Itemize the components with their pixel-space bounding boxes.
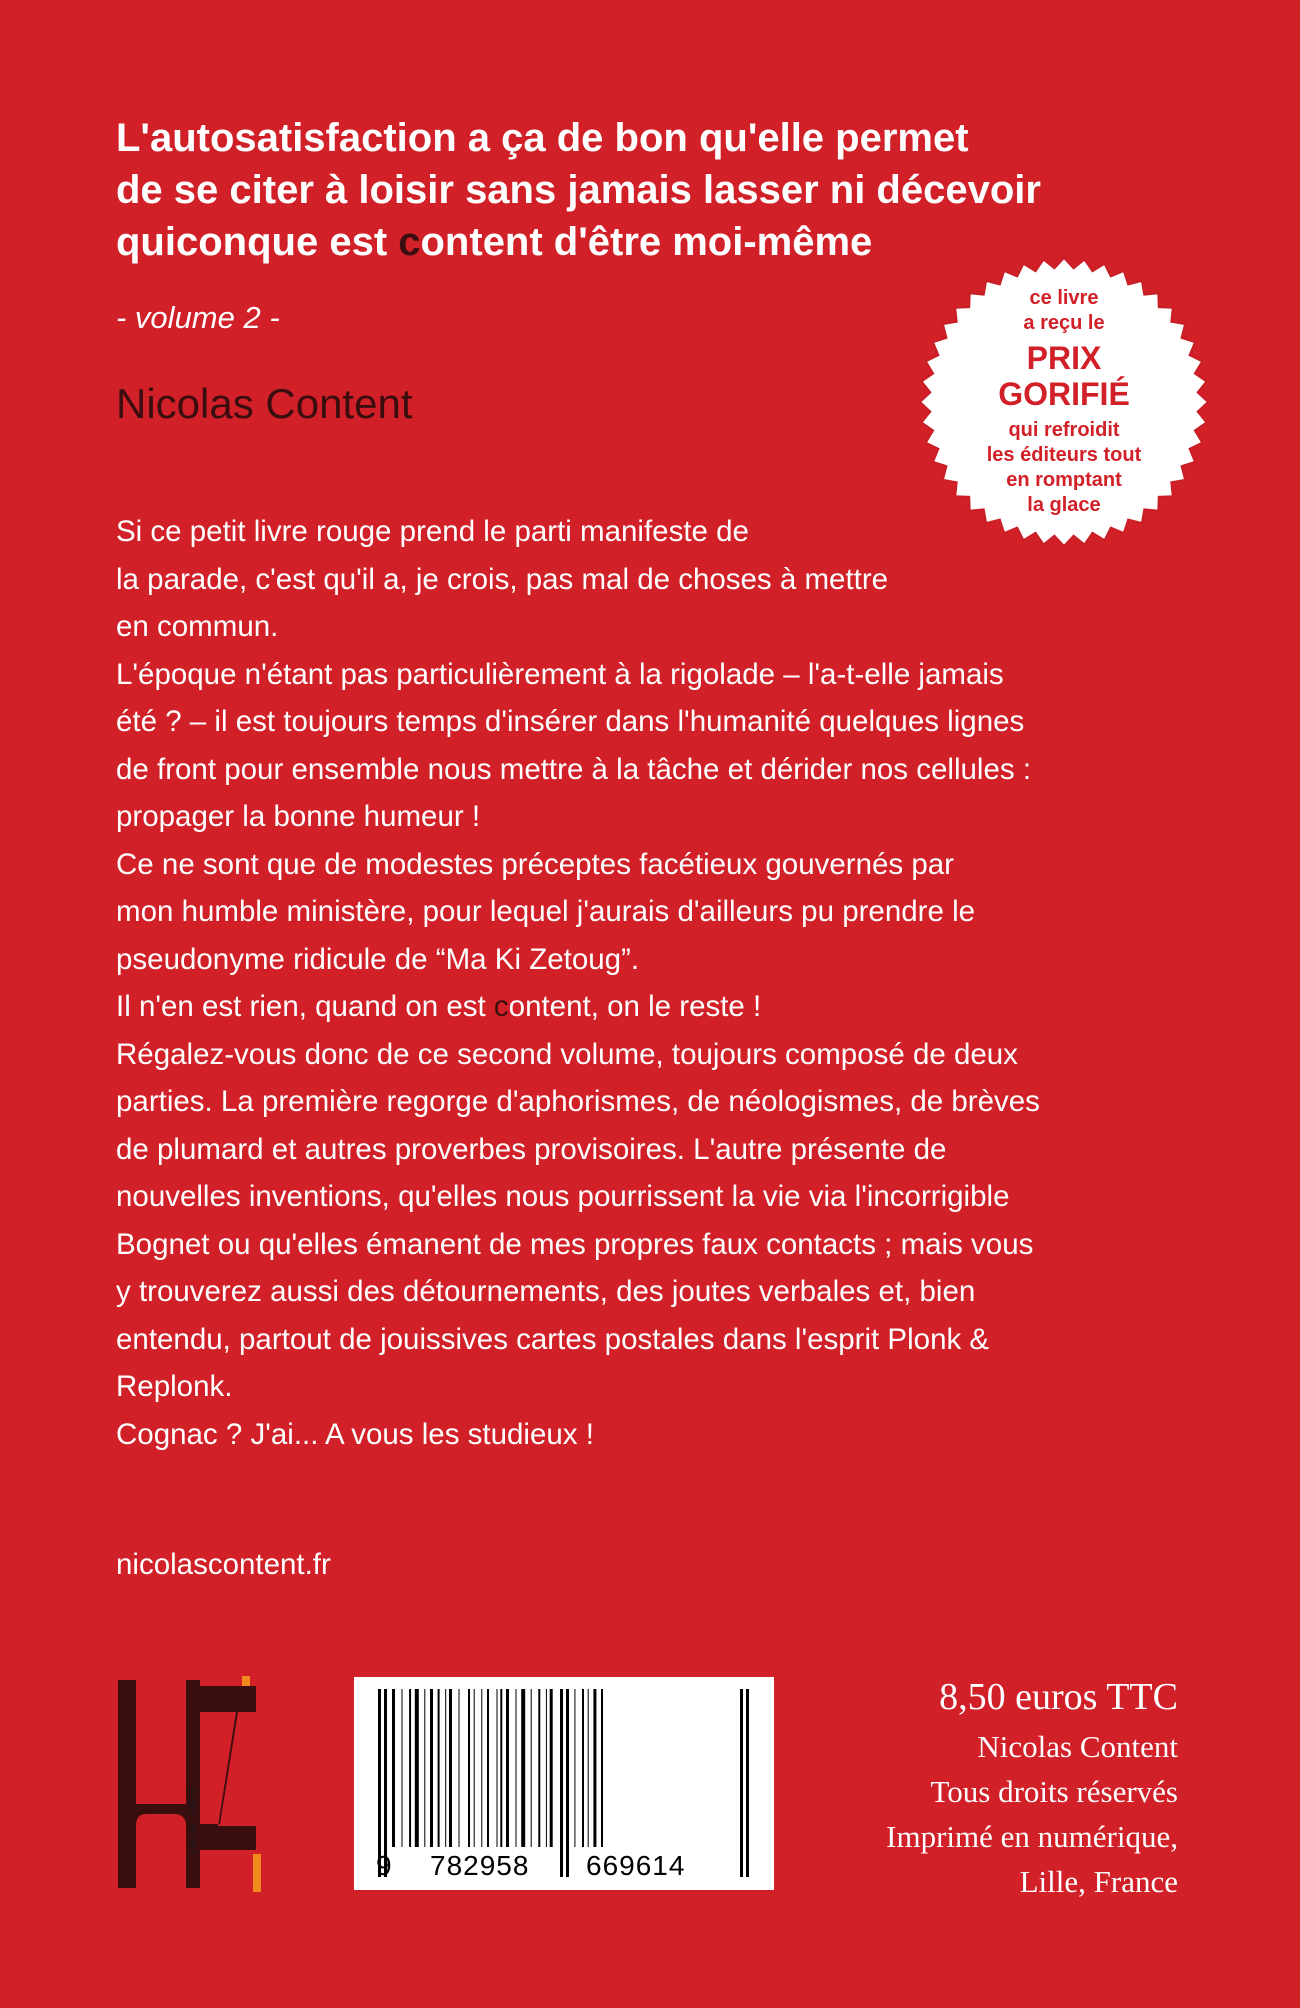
barcode-first-digit: 9 — [376, 1850, 393, 1881]
author-name: Nicolas Content — [116, 380, 413, 427]
blurb-line-start: Il n'en est rien, quand on est — [116, 990, 494, 1023]
barcode-bar — [459, 1689, 460, 1847]
barcode-guard-bar — [560, 1689, 563, 1877]
barcode-bar — [402, 1689, 403, 1847]
blurb-line: été ? – il est toujours temps d'insérer dans l'humanité quelques lignes — [116, 705, 1025, 738]
logo-n-shape — [118, 1680, 200, 1888]
blurb-line: Si ce petit livre rouge prend le parti manifeste de — [116, 515, 749, 548]
logo-word-boites: boites — [186, 1787, 198, 1817]
logo-accent-bottom — [253, 1854, 261, 1892]
barcode-bar — [415, 1689, 419, 1847]
blurb-line: la parade, c'est qu'il a, je crois, pas mal de choses à mettre — [116, 562, 889, 596]
imprint-author: Nicolas Content — [977, 1729, 1178, 1764]
barcode-bar — [474, 1689, 475, 1847]
barcode-bars — [354, 1677, 774, 1890]
barcode-bar — [487, 1689, 489, 1847]
logo-word-content: ontent — [187, 1824, 199, 1855]
barcode-bar — [582, 1689, 584, 1847]
seal-line-4: les éditeurs tout — [986, 444, 1142, 466]
blurb-line: y trouverez aussi des détournements, des joutes verbales et, bien — [116, 1275, 976, 1308]
blurb-line: Ce ne sont que de modestes préceptes facétieux gouvernés par — [116, 847, 954, 881]
barcode-guard-bar — [566, 1689, 569, 1877]
seal-line-5: en romptant — [1006, 469, 1122, 491]
blurb-line: de plumard et autres proverbes provisoires. L'autre présente de — [116, 1132, 947, 1166]
seal-line-3: qui refroidit — [1008, 419, 1120, 441]
seal-text — [916, 254, 1212, 550]
blurb-line: entendu, partout de jouissives cartes postales dans l'esprit Plonk & — [116, 1322, 990, 1356]
printing-place: Lille, France — [1019, 1864, 1178, 1899]
blurb-line-end: ontent, on le reste ! — [508, 990, 762, 1023]
seal-prize-line-2: GORIFIÉ — [998, 376, 1130, 412]
barcode-bar — [424, 1689, 425, 1847]
barcode-bar — [445, 1689, 446, 1847]
logo-z-shape — [200, 1686, 256, 1850]
barcode-bar — [506, 1689, 509, 1847]
blurb-line: nouvelles inventions, qu'elles nous pourrissent la vie via l'incorrigible — [116, 1180, 1010, 1213]
website-link[interactable]: nicolascontent.fr — [116, 1548, 331, 1581]
seal-line-2: a reçu le — [1023, 312, 1105, 334]
barcode-bar — [430, 1689, 433, 1847]
blurb-line: propager la bonne humeur ! — [116, 800, 481, 833]
barcode-bar — [588, 1689, 589, 1847]
barcode-group-2: 669614 — [586, 1850, 686, 1881]
barcode-guard-bar — [384, 1689, 387, 1877]
blurb-line: Bognet ou qu'elles émanent de mes propres faux contacts ; mais vous — [116, 1227, 1034, 1261]
blurb — [116, 508, 1156, 1458]
price-label: 8,50 euros TTC — [939, 1676, 1178, 1718]
rights-notice: Tous droits réservés — [930, 1774, 1178, 1809]
headline — [116, 112, 1216, 268]
blurb-line: Replonk. — [116, 1370, 233, 1403]
barcode-guard-bar — [740, 1689, 743, 1877]
blurb-line: Régalez-vous donc de ce second volume, toujours composé de deux — [116, 1037, 1018, 1071]
barcode-bar — [601, 1689, 603, 1847]
barcode-bar — [546, 1689, 547, 1847]
headline-line-3-start: quiconque est — [116, 220, 399, 264]
volume-label: - volume 2 - — [116, 300, 280, 335]
highlight-letter-c: c — [493, 990, 509, 1023]
barcode-bar — [468, 1689, 470, 1847]
imprint-block — [780, 1670, 1178, 1904]
blurb-line: Cognac ? J'ai... A vous les studieux ! — [116, 1417, 594, 1451]
barcode-bar — [449, 1689, 452, 1847]
blurb-line: pseudonyme ridicule de “Ma Ki Zetoug”. — [116, 942, 640, 976]
barcode-bar — [531, 1689, 532, 1847]
barcode-bar — [538, 1689, 540, 1847]
blurb-line: parties. La première regorge d'aphorismes, de néologismes, de brèves — [116, 1085, 1040, 1118]
barcode-bar — [521, 1689, 525, 1847]
blurb-line — [116, 983, 1156, 1031]
barcode-bar — [550, 1689, 553, 1847]
blurb-line: de front pour ensemble nous mettre à la tâche et dérider nos cellules : — [116, 752, 1032, 786]
seal-line-1: ce livre — [1029, 287, 1099, 309]
barcode-bar — [392, 1689, 395, 1847]
barcode-bar — [409, 1689, 411, 1847]
barcode-bar — [438, 1689, 440, 1847]
printing-note: Imprimé en numérique, — [886, 1819, 1178, 1854]
barcode-bar — [516, 1689, 517, 1847]
barcode-bar — [593, 1689, 596, 1847]
barcode-bar — [574, 1689, 575, 1847]
barcode-bar — [497, 1689, 498, 1847]
blurb-line: mon humble ministère, pour lequel j'aurais d'ailleurs pu prendre le — [116, 895, 976, 928]
publisher-logo — [116, 1676, 266, 1892]
highlight-letter-c: c — [398, 220, 421, 264]
barcode-bar — [481, 1689, 482, 1847]
seal-line-6: la glace — [1027, 494, 1101, 516]
headline-line-3-end: ontent d'être moi-même — [420, 220, 873, 264]
seal-prize-line-1: PRIX — [1026, 340, 1102, 376]
seal-prize-name — [998, 340, 1130, 412]
isbn-barcode — [354, 1677, 774, 1890]
headline-line-1: L'autosatisfaction a ça de bon qu'elle permet — [116, 116, 969, 160]
barcode-guard-bar — [378, 1689, 381, 1877]
barcode-group-1: 782958 — [430, 1850, 530, 1881]
headline-line-2: de se citer à loisir sans jamais lasser ni décevoir — [116, 168, 1041, 212]
blurb-line: en commun. — [116, 610, 279, 643]
barcode-guard-bar — [746, 1689, 749, 1877]
prize-seal — [916, 254, 1212, 550]
blurb-line: L'époque n'étant pas particulièrement à la rigolade – l'a-t-elle jamais — [116, 657, 1004, 691]
barcode-bar — [500, 1689, 502, 1847]
